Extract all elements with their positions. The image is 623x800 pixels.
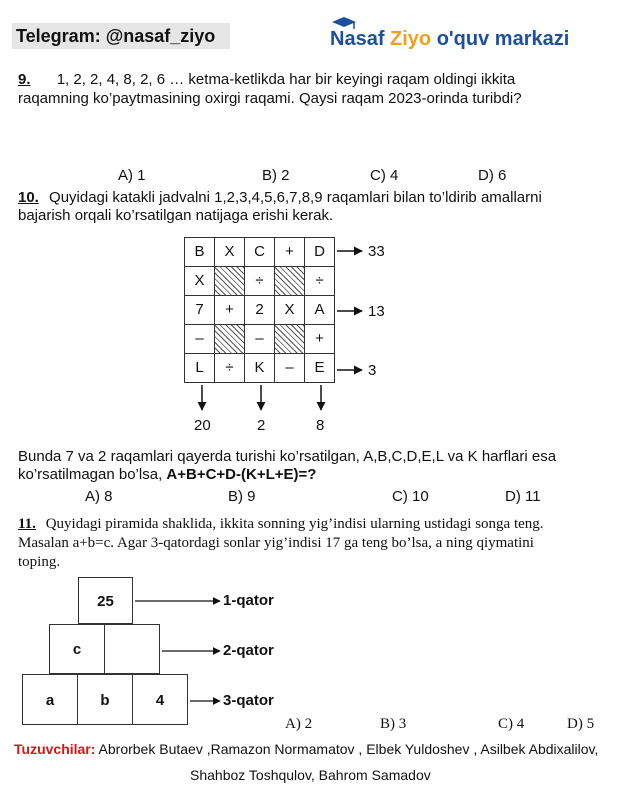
grid-cell-r2-c5: ÷ <box>304 266 335 296</box>
col-result-1: 20 <box>194 417 211 434</box>
grid-cell-r5-c5: E <box>304 353 335 383</box>
q11-option-d: D) 5 <box>567 716 595 732</box>
grid-cell-r2-c3: ÷ <box>244 266 275 296</box>
grid-cell-r5-c2: ÷ <box>214 353 245 383</box>
q10-option-a: A) 8 <box>85 488 113 505</box>
grid-cell-r2-c1: X <box>184 266 215 296</box>
grid-cell-r1-c1: B <box>184 237 215 267</box>
q10-note-line2: ko’rsatilmagan bo’lsa, A+B+C+D-(K+L+E)=? <box>18 466 317 483</box>
grid-cell-r1-c3: C <box>244 237 275 267</box>
q10-option-c: C) 10 <box>392 488 429 505</box>
pyramid-top-cell: 25 <box>78 577 133 624</box>
row-result-3: 3 <box>368 362 377 379</box>
q11-option-b: B) 3 <box>380 716 407 732</box>
q9-option-d: D) 6 <box>478 167 507 184</box>
grid-cell-r1-c4: + <box>274 237 305 267</box>
question-10: 10. Quyidagi katakli jadvalni 1,2,3,4,5,6,7,8,9 raqamlari bilan to’ldirib amallarni <box>18 189 542 206</box>
question-9-line2: raqamning ko’paytmasining oxirgi raqami. Qaysi raqam 2023-orinda turibdi? <box>18 90 522 107</box>
telegram-handle: Telegram: @nasaf_ziyo <box>12 23 230 49</box>
grid-cell-r3-c2: + <box>214 295 245 325</box>
pyramid-label-3: 3-qator <box>223 692 274 709</box>
grid-cell-r4-c5: + <box>304 324 335 354</box>
question-11-line2: Masalan a+b=c. Agar 3-qatordagi sonlar yig’indisi 17 ga teng bo’lsa, a ning qiymatini <box>18 535 534 551</box>
grid-cell-r5-c4: – <box>274 353 305 383</box>
brand-logo: Nasaf Ziyo o'quv markazi <box>330 28 570 50</box>
q10-note-line1: Bunda 7 va 2 raqamlari qayerda turishi ko’rsatilgan, A,B,C,D,E,L va K harflari esa <box>18 448 557 465</box>
question-11: 11. Quyidagi piramida shaklida, ikkita sonning yig’indisi ularning ustidagi songa teng. <box>18 516 544 532</box>
q10-option-b: B) 9 <box>228 488 256 505</box>
grid-cell-r1-c2: X <box>214 237 245 267</box>
col-result-3: 8 <box>316 417 325 434</box>
row-result-1: 33 <box>368 243 385 260</box>
q9-option-a: A) 1 <box>118 167 146 184</box>
col-result-2: 2 <box>257 417 266 434</box>
authors-line2: Shahboz Toshqulov, Bahrom Samadov <box>190 767 431 783</box>
grid-cell-r5-c3: K <box>244 353 275 383</box>
question-9: 9. 1, 2, 2, 4, 8, 2, 6 … ketma-ketlikda har bir keyingi raqam oldingi ikkita <box>18 71 516 88</box>
q11-option-c: C) 4 <box>498 716 525 732</box>
grid-cell-r3-c4: X <box>274 295 305 325</box>
row-result-2: 13 <box>368 303 385 320</box>
grid-cell-r3-c3: 2 <box>244 295 275 325</box>
pyramid-label-2: 2-qator <box>223 642 274 659</box>
pyramid-label-1: 1-qator <box>223 592 274 609</box>
q9-option-b: B) 2 <box>262 167 290 184</box>
pyramid-bottom-cell-a: a <box>22 674 78 725</box>
grid-cell-r4-c3: – <box>244 324 275 354</box>
grid-cell-r4-c1: – <box>184 324 215 354</box>
pyramid-mid-cell-c: c <box>49 624 105 674</box>
q11-option-a: A) 2 <box>285 716 313 732</box>
pyramid-bottom-cell-4: 4 <box>132 674 188 725</box>
q9-option-c: C) 4 <box>370 167 399 184</box>
pyramid-bottom-cell-b: b <box>77 674 133 725</box>
grid-cell-r1-c5: D <box>304 237 335 267</box>
question-10-line2: bajarish orqali ko’rsatilgan natijaga erishi kerak. <box>18 207 334 224</box>
question-11-line3: toping. <box>18 554 61 570</box>
authors-line1: Tuzuvchilar: Abrorbek Butaev ,Ramazon Normamatov , Elbek Yuldoshev , Asilbek Abdixalilov, <box>14 741 599 757</box>
q10-option-d: D) 11 <box>505 488 541 505</box>
grid-cell-r3-c5: A <box>304 295 335 325</box>
grid-cell-r3-c1: 7 <box>184 295 215 325</box>
grid-cell-r5-c1: L <box>184 353 215 383</box>
